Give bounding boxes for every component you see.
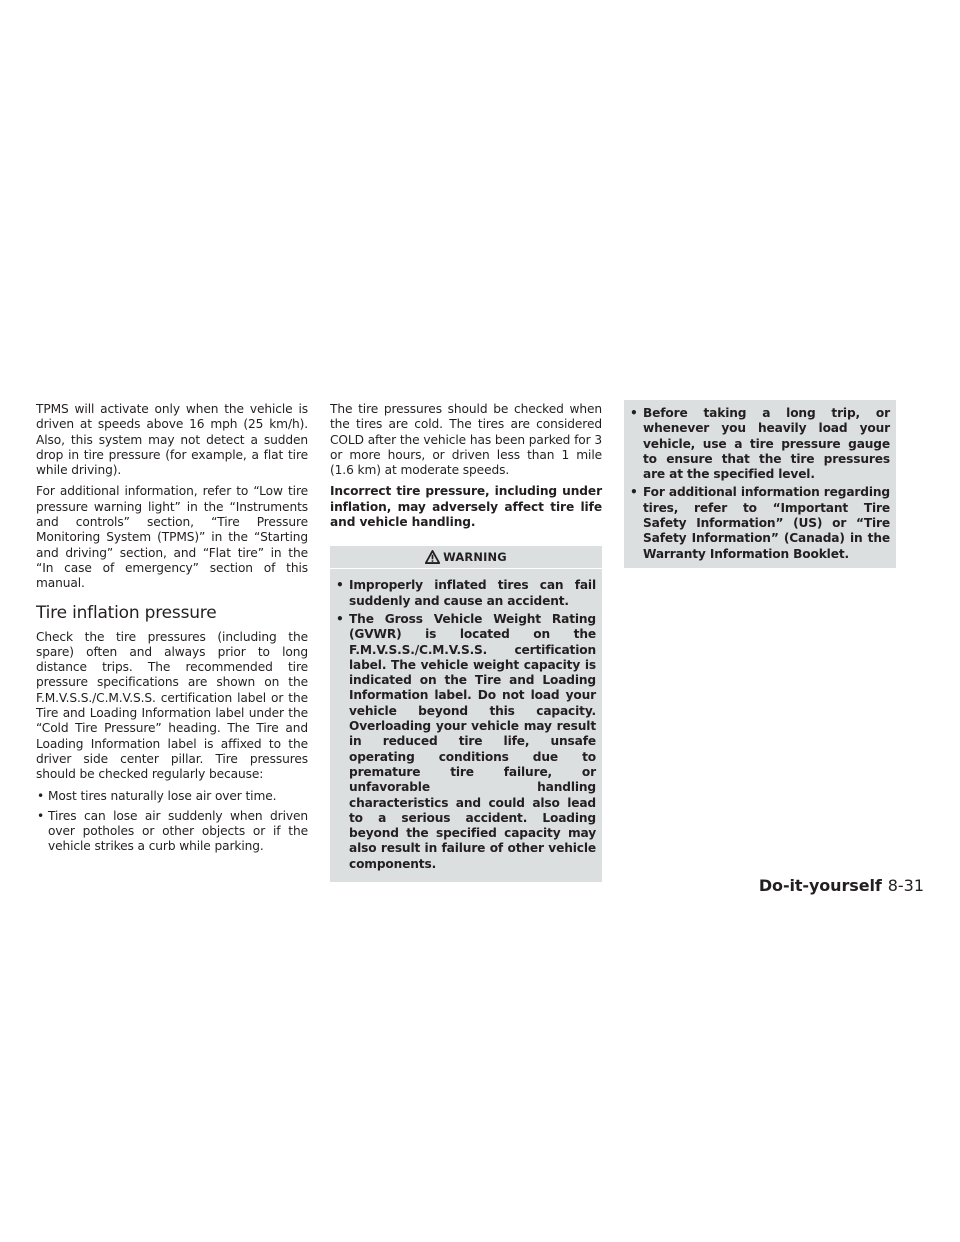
page-number: 8-31 xyxy=(887,876,924,895)
list-item: • Tires can lose air suddenly when driven over potholes or other objects or if the vehicle strikes a curb while parking. xyxy=(37,808,308,854)
cold-tires-paragraph: The tire pressures should be checked when the tires are cold. The tires are considered COLD after the vehicle has been parked for 3 or more hours, or driven less than 1 mile (1.6 km) at moderate speeds. xyxy=(330,402,602,478)
bullet-icon: • xyxy=(336,578,344,593)
warning-header xyxy=(336,546,596,568)
warning-triangle-icon xyxy=(425,550,440,564)
warning-list xyxy=(630,406,890,562)
bullet-icon: • xyxy=(336,611,344,626)
warning-list xyxy=(336,578,596,872)
warning-box-continued xyxy=(624,400,896,568)
column-right xyxy=(624,402,896,568)
additional-info-paragraph: For additional information, refer to “Low tire pressure warning light” in the “Instruments and controls” section, “Tire Pressure Monitoring System (TPMS)” in the “Starting and driving” section, and “Flat tire” in the “In case of emergency” section of this manual. xyxy=(36,484,308,591)
page-footer xyxy=(759,876,924,895)
list-item: • Improperly inflated tires can fail suddenly and cause an accident. xyxy=(336,578,596,608)
column-middle xyxy=(330,402,602,882)
incorrect-pressure-paragraph: Incorrect tire pressure, including under inflation, may adversely affect tire life and vehicle handling. xyxy=(330,484,602,530)
bullet-icon: • xyxy=(37,788,45,803)
tpms-activation-paragraph: TPMS will activate only when the vehicle is driven at speeds above 16 mph (25 km/h). Also, this system may not detect a sudden drop in tire pressure (for example, a flat tire while driving). xyxy=(36,402,308,478)
list-item: • Most tires naturally lose air over time. xyxy=(37,788,277,803)
warning-divider xyxy=(330,568,602,569)
warning-title: WARNING xyxy=(443,550,507,565)
section-heading-tire-inflation: Tire inflation pressure xyxy=(36,602,217,623)
list-item: • The Gross Vehicle Weight Rating (GVWR) is located on the F.M.V.S.S./C.M.V.S.S. certification label. The vehicle weight capacity is indicated on the Tire and Loading Information label. Do not load your vehicle beyond this capacity. Overloading your vehicle may result in reduced tire life, unsafe operating conditions due to premature tire failure, or unfavorable handling characteristics and could also lead to a serious accident. Loading beyond the specified capacity may also result in failure of other vehicle components. xyxy=(336,611,596,871)
bullet-icon: • xyxy=(37,808,45,823)
bullet-icon: • xyxy=(630,406,638,420)
check-pressure-paragraph: Check the tire pressures (including the spare) often and always prior to long distance trips. The recommended tire pressure specifications are shown on the F.M.V.S.S./C.M.V.S.S. certification label or the Tire and Loading Information label under the “Cold Tire Pressure” heading. The Tire and Loading Information label is affixed to the driver side center pillar. Tire pressures should be checked regularly because: xyxy=(36,629,308,782)
column-left xyxy=(36,402,308,860)
reasons-list xyxy=(36,789,308,855)
bullet-icon: • xyxy=(630,485,638,500)
list-item: • For additional information regarding tires, refer to “Important Tire Safety Information” (US) or “Tire Safety Information” (Canada) in the Warranty Information Booklet. xyxy=(630,485,890,561)
list-item: • Before taking a long trip, or whenever you heavily load your vehicle, use a tire pressure gauge to ensure that the tire pressures are at the specified level. xyxy=(630,406,890,482)
section-name: Do-it-yourself xyxy=(758,876,882,895)
warning-box xyxy=(330,546,602,882)
